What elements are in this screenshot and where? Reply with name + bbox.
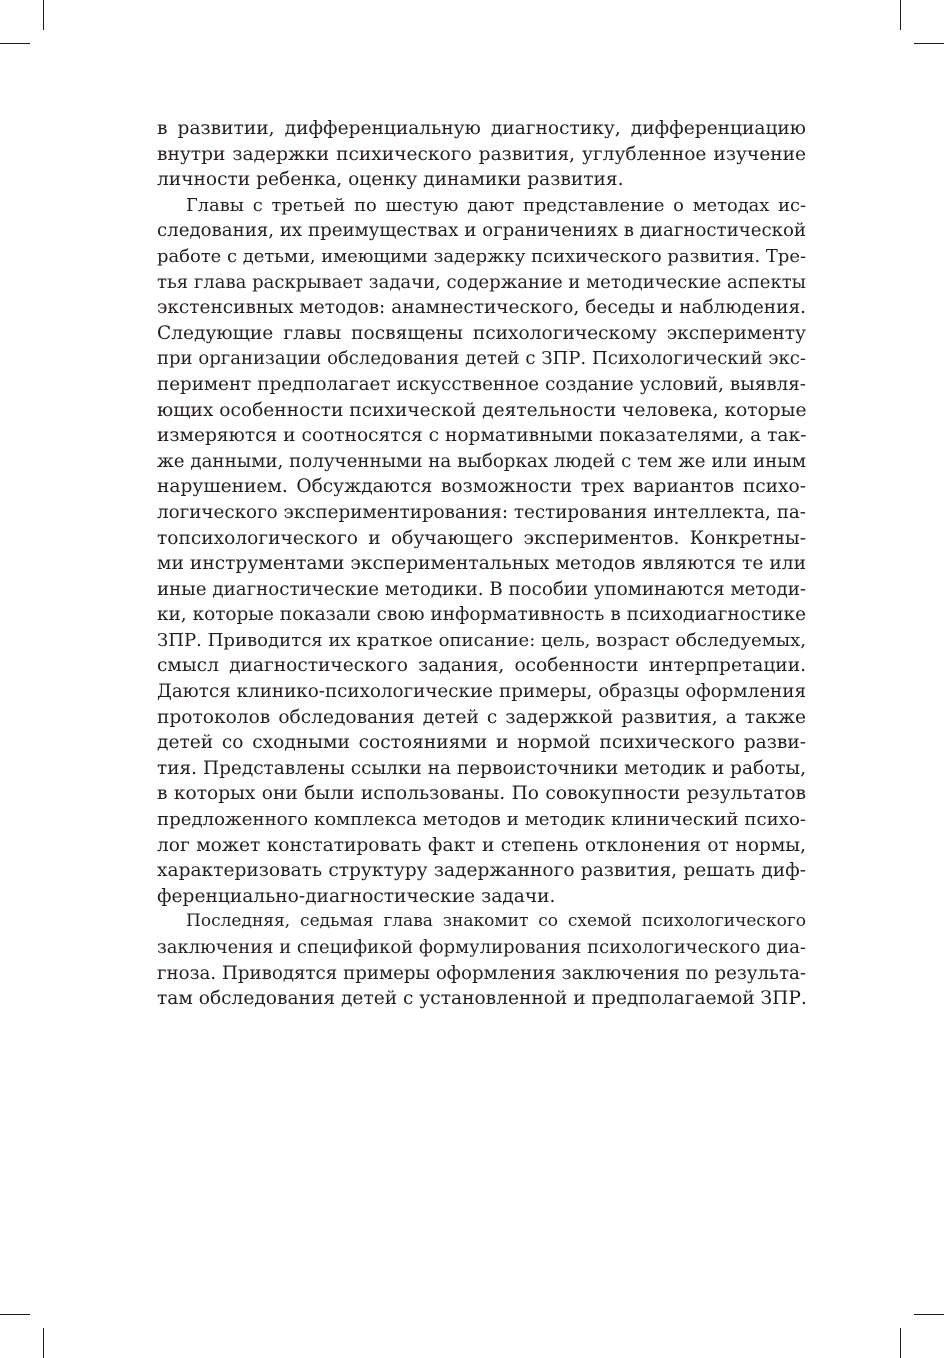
- text-line: гноза. Приводятся примеры оформления заключения по результа-: [157, 962, 806, 984]
- body-text: [157, 116, 806, 1012]
- text-line: нарушением. Обсуждаются возможности трех вариантов психо-: [157, 476, 806, 498]
- text-line: в развитии, дифференциальную диагностику, дифференциацию: [157, 118, 806, 139]
- paragraph: [157, 116, 806, 193]
- crop-mark-bottom-right-vertical: [900, 1328, 901, 1358]
- text-line: лог может констатировать факт и степень отклонения от нормы,: [157, 834, 806, 856]
- text-line: топсихологического и обучающего экспериментов. Конкретны-: [157, 527, 806, 549]
- text-line: внутри задержки психического развития, углубленное изучение: [157, 143, 806, 165]
- text-line: же данными, полученными на выборках людей с тем же или иным: [157, 450, 806, 472]
- text-line: Последняя, седьмая глава знакомит со схемой психологического: [186, 911, 806, 932]
- text-line: тья глава раскрывает задачи, содержание и методические аспекты: [157, 271, 806, 293]
- text-line: ЗПР. Приводится их краткое описание: цель, возраст обследуемых,: [157, 629, 807, 651]
- text-line: при организации обследования детей с ЗПР. Психологический экс-: [157, 348, 806, 370]
- crop-mark-top-right-horizontal: [914, 43, 944, 44]
- text-line: там обследования детей с установленной и предполагаемой ЗПР.: [157, 988, 807, 1010]
- text-line: логического экспериментирования: тестирования интеллекта, па-: [157, 501, 806, 523]
- text-line: измеряются и соотносятся с нормативными показателями, а так-: [157, 425, 807, 447]
- paragraph: [157, 909, 806, 1011]
- paragraph: [157, 193, 806, 910]
- text-line: экстенсивных методов: анамнестического, беседы и наблюдения.: [157, 297, 806, 319]
- text-line: Главы с третьей по шестую дают представление о методах ис-: [186, 194, 806, 216]
- text-line: предложенного комплекса методов и методик клинический психо-: [157, 809, 806, 831]
- crop-mark-bottom-left-horizontal: [0, 1314, 30, 1315]
- crop-mark-bottom-right-horizontal: [914, 1314, 944, 1315]
- text-line: в которых они были использованы. По совокупности результатов: [157, 783, 806, 805]
- text-line: тия. Представлены ссылки на первоисточники методик и работы,: [157, 757, 806, 779]
- text-line: ференциально-диагностические задачи.: [157, 885, 556, 907]
- text-line: ющих особенности психической деятельности человека, которые: [157, 399, 807, 421]
- text-line: характеризовать структуру задержанного развития, решать диф-: [157, 860, 806, 882]
- text-line: ки, которые показали свою информативность в психодиагностике: [157, 604, 806, 626]
- text-line: личности ребенка, оценку динамики развития.: [157, 169, 624, 191]
- text-line: Даются клинико-психологические примеры, образцы оформления: [157, 681, 806, 703]
- text-line: иные диагностические методики. В пособии упоминаются методи-: [157, 578, 806, 600]
- text-line: детей со сходными состояниями и нормой психического разви-: [157, 732, 806, 754]
- crop-mark-top-left-horizontal: [0, 43, 30, 44]
- crop-mark-top-right-vertical: [900, 0, 901, 30]
- text-line: заключения и спецификой формулирования психологического диа-: [157, 937, 806, 958]
- text-line: следования, их преимуществах и ограничениях в диагностической: [157, 220, 806, 242]
- text-line: протоколов обследования детей с задержкой развития, а также: [157, 706, 806, 728]
- crop-mark-top-left-vertical: [43, 0, 44, 30]
- crop-mark-bottom-left-vertical: [43, 1328, 44, 1358]
- text-line: перимент предполагает искусственное создание условий, выявля-: [157, 373, 806, 395]
- text-line: ми инструментами экспериментальных методов являются те или: [157, 553, 806, 575]
- text-line: работе с детьми, имеющими задержку психического развития. Тре-: [157, 245, 807, 267]
- text-line: Следующие главы посвящены психологическому эксперименту: [157, 322, 806, 344]
- text-line: смысл диагностического задания, особенности интерпретации.: [157, 655, 806, 677]
